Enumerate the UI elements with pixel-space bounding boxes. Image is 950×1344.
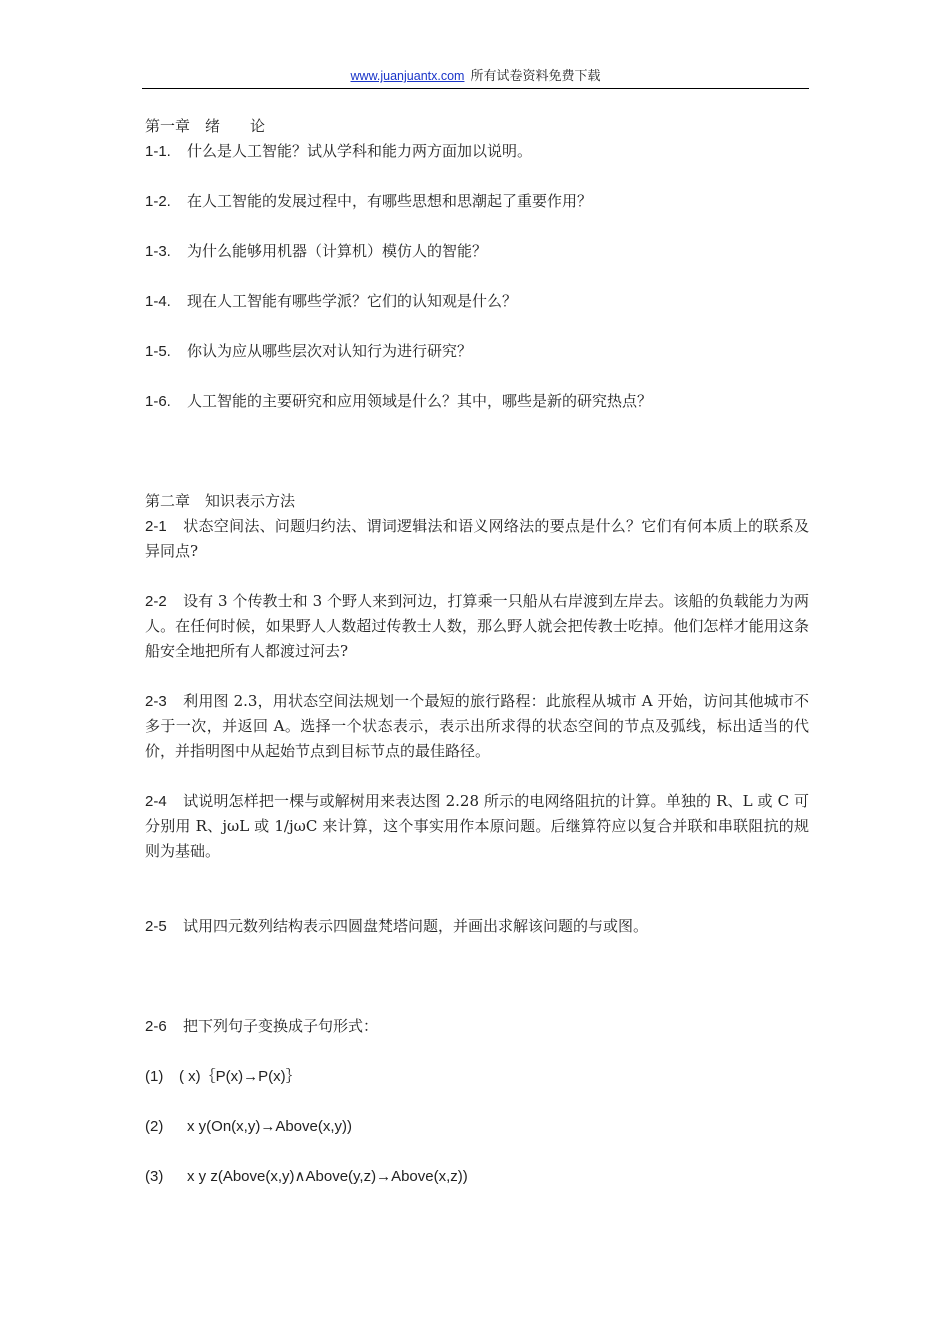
question-number: 2-5 xyxy=(145,918,167,935)
question-2-3 xyxy=(145,689,809,764)
question-text: 试用四元数列结构表示四圆盘梵塔问题，并画出求解该问题的与或图。 xyxy=(183,917,649,935)
question-number: 1-5. xyxy=(145,343,171,360)
question-text: 状态空间法、问题归约法、谓词逻辑法和语义网络法的要点是什么？它们有何本质上的联系及异同点? xyxy=(145,517,809,560)
formula-number: (2) xyxy=(145,1118,164,1135)
question-1-3 xyxy=(145,239,809,264)
formula-number: (3) xyxy=(145,1168,164,1185)
question-number: 2-4 xyxy=(145,793,167,810)
formula-1 xyxy=(145,1064,809,1089)
question-2-2 xyxy=(145,589,809,664)
question-text: 现在人工智能有哪些学派？它们的认知观是什么？ xyxy=(187,292,518,310)
question-1-2 xyxy=(145,189,809,214)
chapter1-title: 第一章 绪 论 xyxy=(145,117,266,135)
question-1-4 xyxy=(145,289,809,314)
question-2-5 xyxy=(145,914,809,939)
question-number: 1-1. xyxy=(145,143,171,160)
question-1-1 xyxy=(145,139,809,164)
question-1-5 xyxy=(145,339,809,364)
formula-2 xyxy=(145,1114,809,1139)
question-text: 为什么能够用机器（计算机）模仿人的智能？ xyxy=(187,242,488,260)
header-link[interactable]: www.juanjuantx.com xyxy=(350,69,465,83)
question-2-6 xyxy=(145,1014,809,1039)
question-text: 什么是人工智能？试从学科和能力两方面加以说明。 xyxy=(187,142,533,160)
question-number: 2-1 xyxy=(145,518,167,535)
question-number: 2-6 xyxy=(145,1018,167,1035)
question-number: 2-3 xyxy=(145,693,167,710)
question-text: 你认为应从哪些层次对认知行为进行研究？ xyxy=(187,342,473,360)
formula-3 xyxy=(145,1164,809,1189)
page-header xyxy=(142,66,809,89)
formula-text: ( x)｛P(x)→P(x)｝ xyxy=(179,1068,301,1085)
question-text: 利用图 2.3，用状态空间法规划一个最短的旅行路程：此旅程从城市 A 开始，访问其他城市不多于一次，并返回 A。选择一个状态表示，表示出所求得的状态空间的节点及弧线，标出适当的代价，并指明图中从起始节点到目标节点的最佳路径。 xyxy=(145,692,809,760)
header-note: 所有试卷资料免费下载 xyxy=(470,69,601,84)
question-text: 在人工智能的发展过程中，有哪些思想和思潮起了重要作用？ xyxy=(187,192,593,210)
question-text: 试说明怎样把一棵与或解树用来表达图 2.28 所示的电网络阻抗的计算。单独的 R、L 或 C 可分别用 R、jωL 或 1/jωC 来计算，这个事实用作本原问题。后继算符应以复合并联和串联阻抗的规则为基础。 xyxy=(145,792,809,860)
question-text: 设有 3 个传教士和 3 个野人来到河边，打算乘一只船从右岸渡到左岸去。该船的负载能力为两人。在任何时候，如果野人人数超过传教士人数，那么野人就会把传教士吃掉。他们怎样才能用这条船安全地把所有人都渡过河去? xyxy=(145,592,809,660)
question-text: 把下列句子变换成子句形式： xyxy=(183,1017,379,1035)
question-1-6 xyxy=(145,389,809,414)
question-number: 1-2. xyxy=(145,193,171,210)
question-number: 1-4. xyxy=(145,293,171,310)
question-text: 人工智能的主要研究和应用领域是什么？其中，哪些是新的研究热点？ xyxy=(187,392,653,410)
formula-text: x y(On(x,y)→Above(x,y)) xyxy=(187,1118,353,1135)
formula-number: (1) xyxy=(145,1068,164,1085)
question-number: 1-3. xyxy=(145,243,171,260)
question-2-1 xyxy=(145,514,809,564)
question-2-4 xyxy=(145,789,809,864)
content xyxy=(145,114,809,1189)
question-number: 1-6. xyxy=(145,393,171,410)
chapter2-title: 第二章 知识表示方法 xyxy=(145,492,296,510)
question-number: 2-2 xyxy=(145,593,167,610)
formula-text: x y z(Above(x,y)∧Above(y,z)→Above(x,z)) xyxy=(187,1168,468,1185)
